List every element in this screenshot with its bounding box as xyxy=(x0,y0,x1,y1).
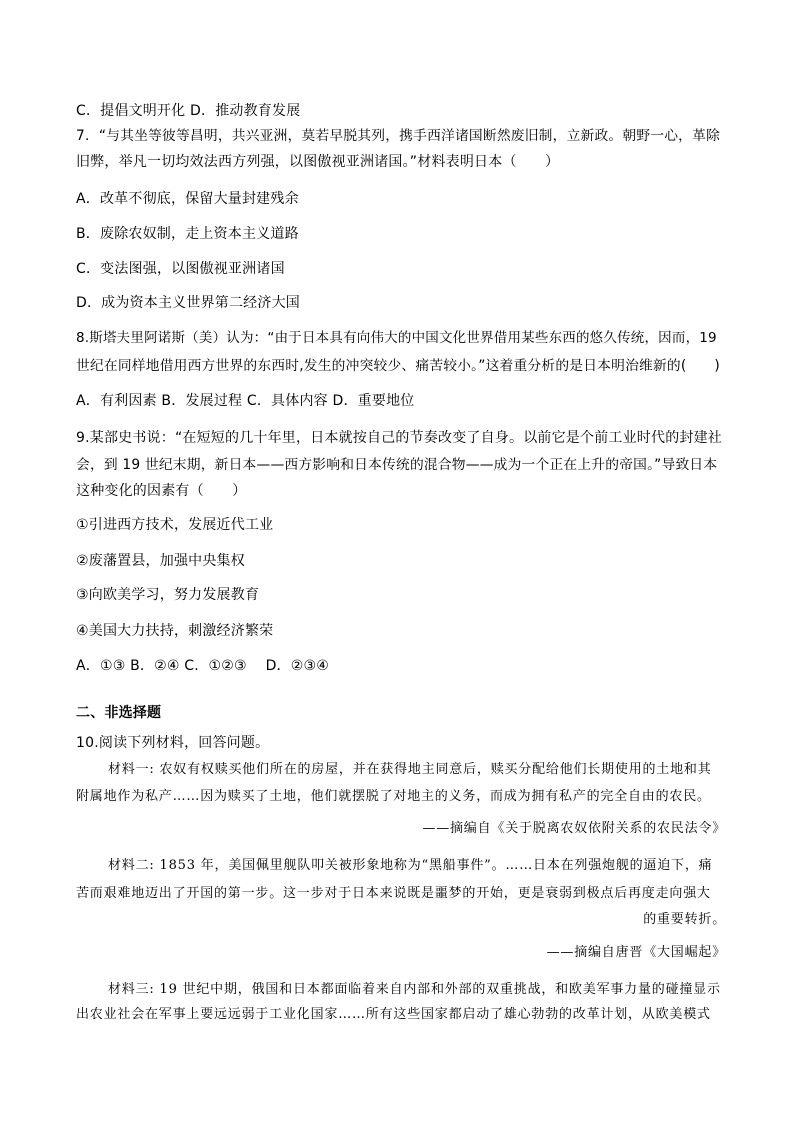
q8-stem-line-1: 8.斯塔夫里阿诺斯（美）认为：“由于日本具有向伟大的中国文化世界借用某些东西的悠久传统，因而，19 xyxy=(76,330,717,346)
material-3-line-2: 出农业社会在军事上要远远弱于工业化国家……所有这些国家都启动了雄心勃勃的改革计划，从欧美模式 xyxy=(76,1007,711,1022)
material-1-source: ——摘编自《关于脱离农奴依附关系的农民法令》 xyxy=(422,821,726,836)
q9-item-3: ③向欧美学习，努力发展教育 xyxy=(76,587,260,603)
q7-option-a: A．改革不彻底，保留大量封建残余 xyxy=(76,191,299,207)
material-2-line-3: 的重要转折。 xyxy=(643,912,726,927)
q7-option-b: B．废除农奴制，走上资本主义道路 xyxy=(76,226,299,242)
q9-stem-line-1: 9.某部史书说：“在短短的几十年里，日本就按自己的节奏改变了自身。以前它是个前工业时代的封建社 xyxy=(76,430,723,446)
material-2-line-2: 苦而艰难地迈出了开国的第一步。这一步对于日本来说既是噩梦的开始，更是衰弱到极点后再度走向强大 xyxy=(76,886,711,901)
q9-item-4: ④美国大力扶持，刺激经济繁荣 xyxy=(76,623,274,639)
q9-item-1: ①引进西方技术，发展近代工业 xyxy=(76,517,274,533)
material-2-line-1: 材料二: 1853 年，美国佩里舰队叩关被形象地称为“黑船事件”。……日本在列强炮舰的逼迫下，痛 xyxy=(108,858,713,873)
q9-stem-line-2: 会，到 19 世纪末期，新日本——西方影响和日本传统的混合物——成为一个正在上升的帝国。”导致日本 xyxy=(76,457,718,473)
q6-options: C．提倡文明开化 D．推动教育发展 xyxy=(76,103,301,119)
q9-item-2: ②废藩置县，加强中央集权 xyxy=(76,553,245,569)
q9-options: A．①③ B．②④ C．①②③ D．②③④ xyxy=(76,658,329,674)
q7-stem-line-2: 旧弊，举凡一切均效法西方列强，以图傲视亚洲诸国。”材料表明日本（ ） xyxy=(76,154,560,170)
material-1-line-2: 附属地作为私产……因为赎买了土地，他们就摆脱了对地主的义务，而成为拥有私产的完全自由的农民。 xyxy=(76,789,711,804)
material-2-source: ——摘编自唐晋《大国崛起》 xyxy=(546,945,726,960)
q9-stem-line-3: 这种变化的因素有（ ） xyxy=(76,483,247,499)
q7-stem-line-1: 7．“与其坐等彼等昌明，共兴亚洲，莫若早脱其列，携手西洋诸国断然废旧制，立新政。朝野一心，革除 xyxy=(76,128,721,144)
q7-option-d: D．成为资本主义世界第二经济大国 xyxy=(76,295,300,311)
q10-stem: 10.阅读下列材料，回答问题。 xyxy=(76,735,270,751)
q8-options: A．有利因素 B．发展过程 C．具体内容 D．重要地位 xyxy=(76,393,415,409)
material-1-line-1: 材料一: 农奴有权赎买他们所在的房屋，并在获得地主同意后，赎买分配给他们长期使用的土地和其 xyxy=(108,762,712,777)
material-3-line-1: 材料三: 19 世纪中期，俄国和日本都面临着来自内部和外部的双重挑战，和欧美军事力量的碰撞显示 xyxy=(108,982,721,997)
q7-option-c: C．变法图强，以图傲视亚洲诸国 xyxy=(76,261,285,277)
section-heading: 二、非选择题 xyxy=(76,705,162,721)
q8-stem-line-2: 世纪在同样地借用西方世界的东西时,发生的冲突较少、痛苦较小。”这着重分析的是日本明治维新的( ) xyxy=(76,358,720,374)
